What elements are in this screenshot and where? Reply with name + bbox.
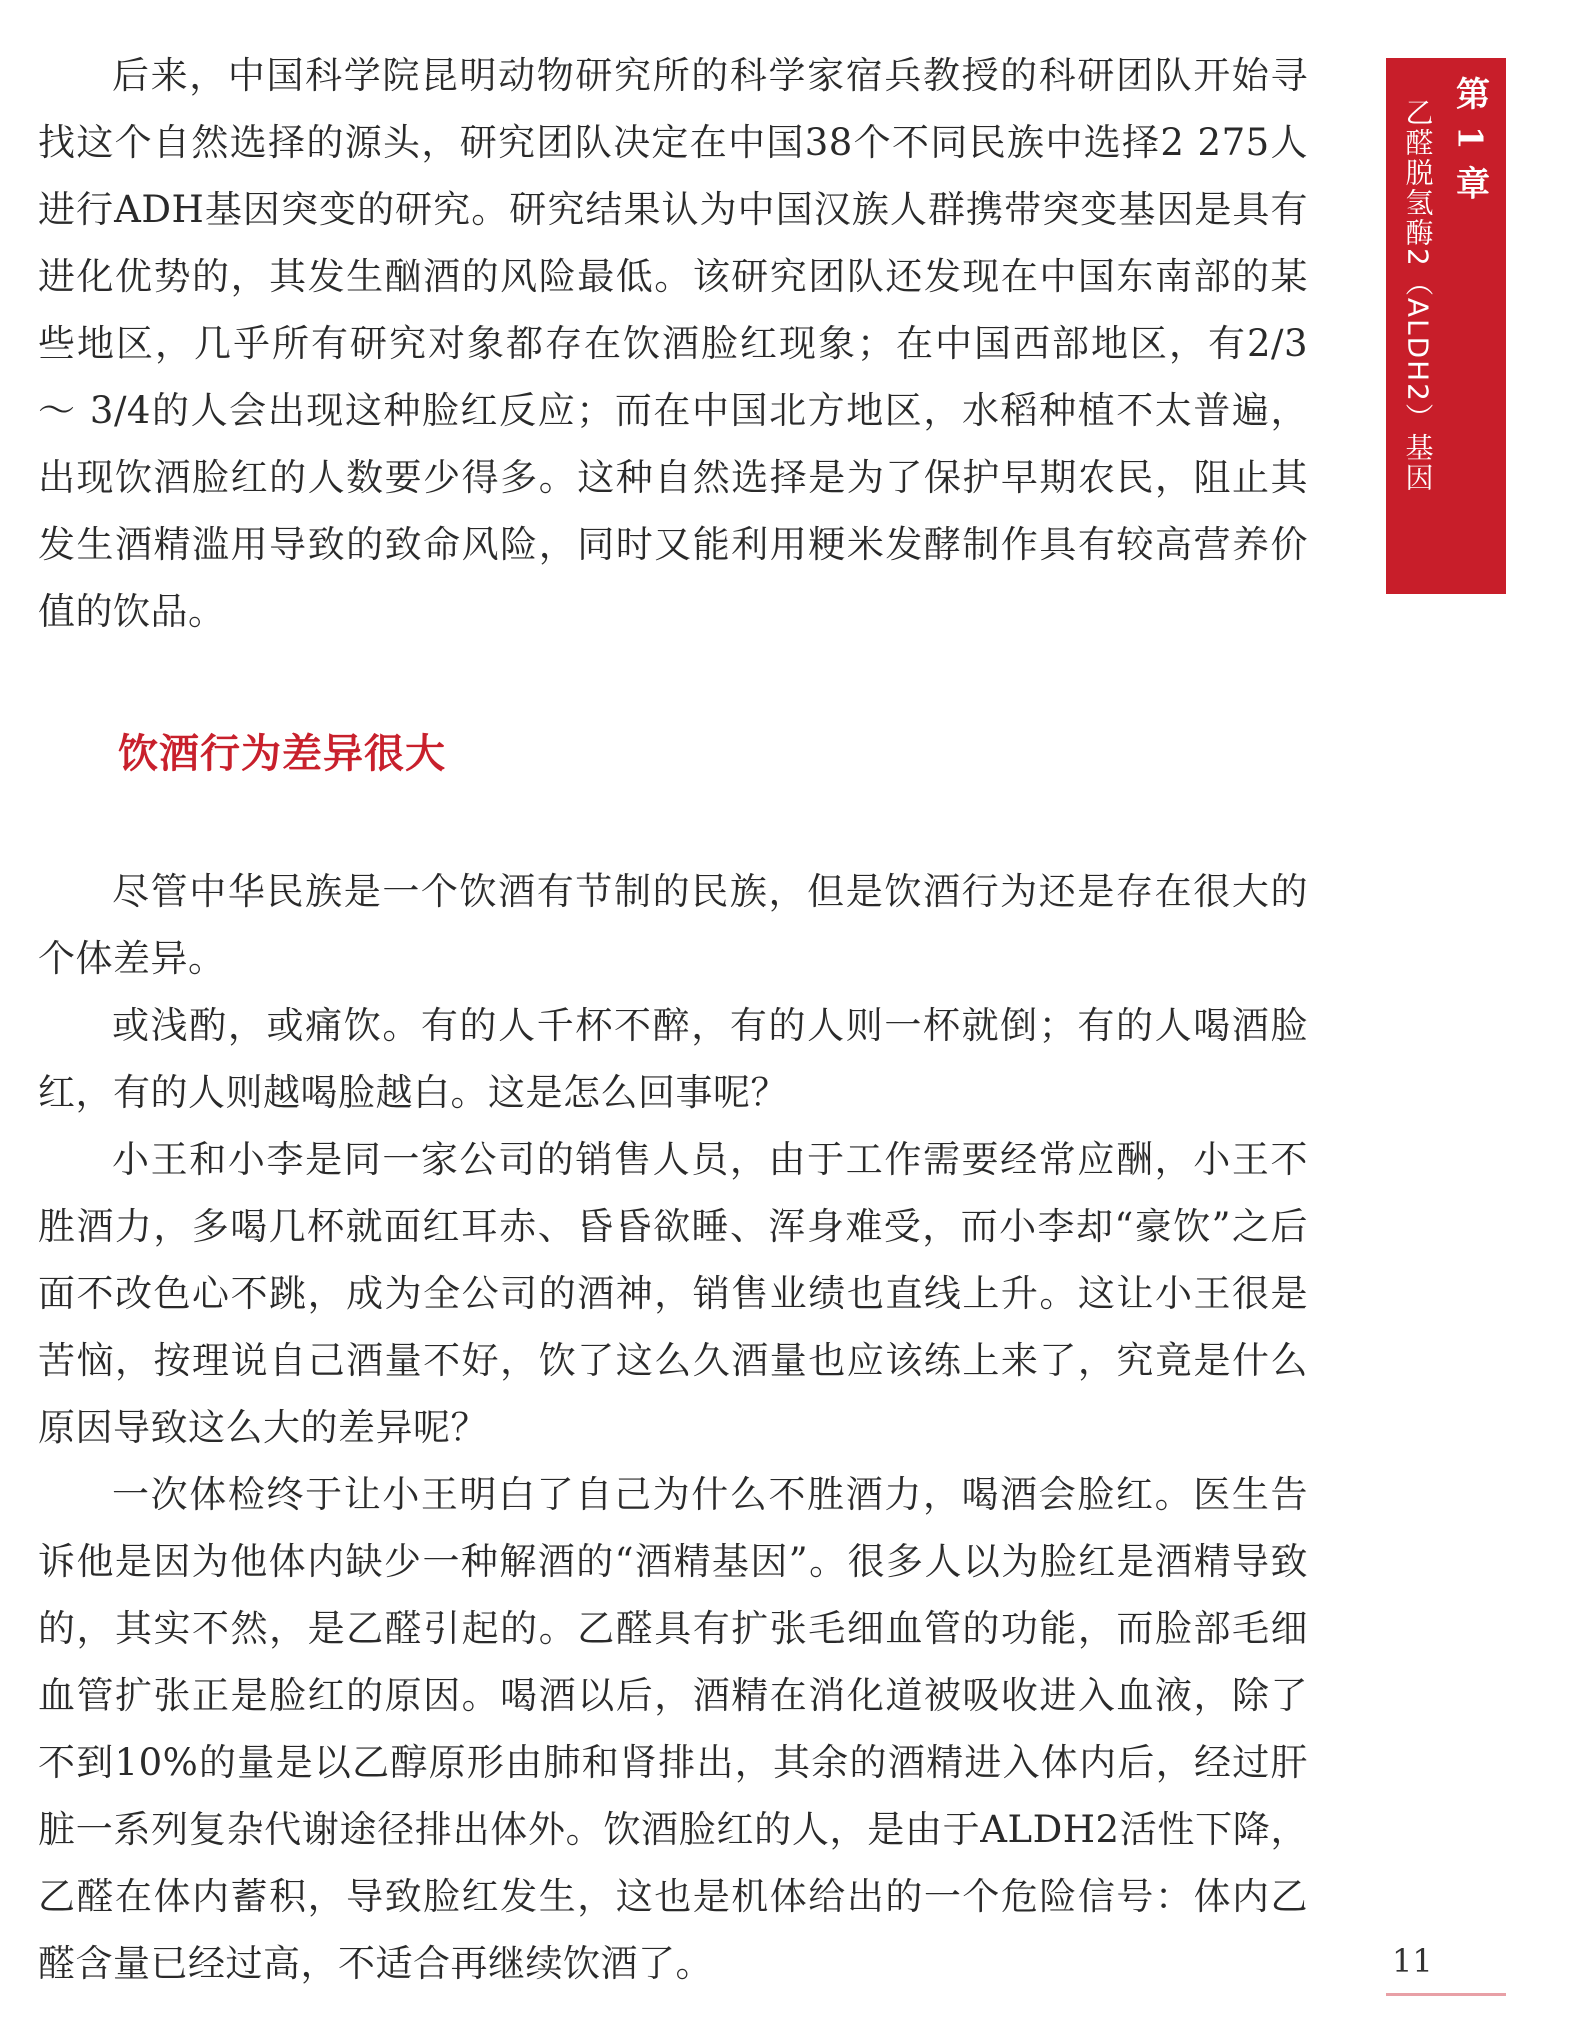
page-number: 11 — [1392, 1942, 1433, 1980]
page-number-rule — [1386, 1993, 1506, 1996]
chapter-number: 第 1 章 — [1449, 76, 1490, 202]
section-paragraph: 小王和小李是同一家公司的销售人员，由于工作需要经常应酬，小王不胜酒力，多喝几杯就面红耳赤、昏昏欲睡、浑身难受，而小李却“豪饮”之后面不改色心不跳，成为全公司的酒神，销售业绩也直线上升。这让小王很是苦恼，按理说自己酒量不好，饮了这么久酒量也应该练上来了，究竟是什么原因导致这么大的差异呢？ — [38, 1138, 1308, 1449]
section-paragraph: 或浅酌，或痛饮。有的人千杯不醉，有的人则一杯就倒；有的人喝酒脸红，有的人则越喝脸越白。这是怎么回事呢？ — [38, 1004, 1308, 1114]
chapter-tab — [1386, 58, 1506, 594]
section-text-block — [38, 858, 1308, 1997]
section-heading: 饮酒行为差异很大 — [118, 731, 446, 777]
intro-text-block — [38, 42, 1308, 645]
intro-paragraph: 后来，中国科学院昆明动物研究所的科学家宿兵教授的科研团队开始寻找这个自然选择的源头，研究团队决定在中国38个不同民族中选择2 275人进行ADH基因突变的研究。研究结果认为中国汉族人群携带突变基因是具有进化优势的，其发生酗酒的风险最低。该研究团队还发现在中国东南部的某些地区，几乎所有研究对象都存在饮酒脸红现象；在中国西部地区，有2/3 ～ 3/4的人会出现这种脸红反应；而在中国北方地区，水稻种植不太普遍，出现饮酒脸红的人数要少得多。这种自然选择是为了保护早期农民，阻止其发生酒精滥用导致的致命风险，同时又能利用粳米发酵制作具有较高营养价值的饮品。 — [38, 54, 1308, 633]
chapter-title: 乙醛脱氢酶2（ALDH2）基因 — [1401, 98, 1435, 493]
section-paragraph: 一次体检终于让小王明白了自己为什么不胜酒力，喝酒会脸红。医生告诉他是因为他体内缺少一种解酒的“酒精基因”。很多人以为脸红是酒精导致的，其实不然，是乙醛引起的。乙醛具有扩张毛细血管的功能，而脸部毛细血管扩张正是脸红的原因。喝酒以后，酒精在消化道被吸收进入血液，除了不到10%的量是以乙醇原形由肺和肾排出，其余的酒精进入体内后，经过肝脏一系列复杂代谢途径排出体外。饮酒脸红的人，是由于ALDH2活性下降，乙醛在体内蓄积，导致脸红发生，这也是机体给出的一个危险信号：体内乙醛含量已经过高，不适合再继续饮酒了。 — [38, 1473, 1308, 1985]
section-paragraph: 尽管中华民族是一个饮酒有节制的民族，但是饮酒行为还是存在很大的个体差异。 — [38, 870, 1308, 980]
